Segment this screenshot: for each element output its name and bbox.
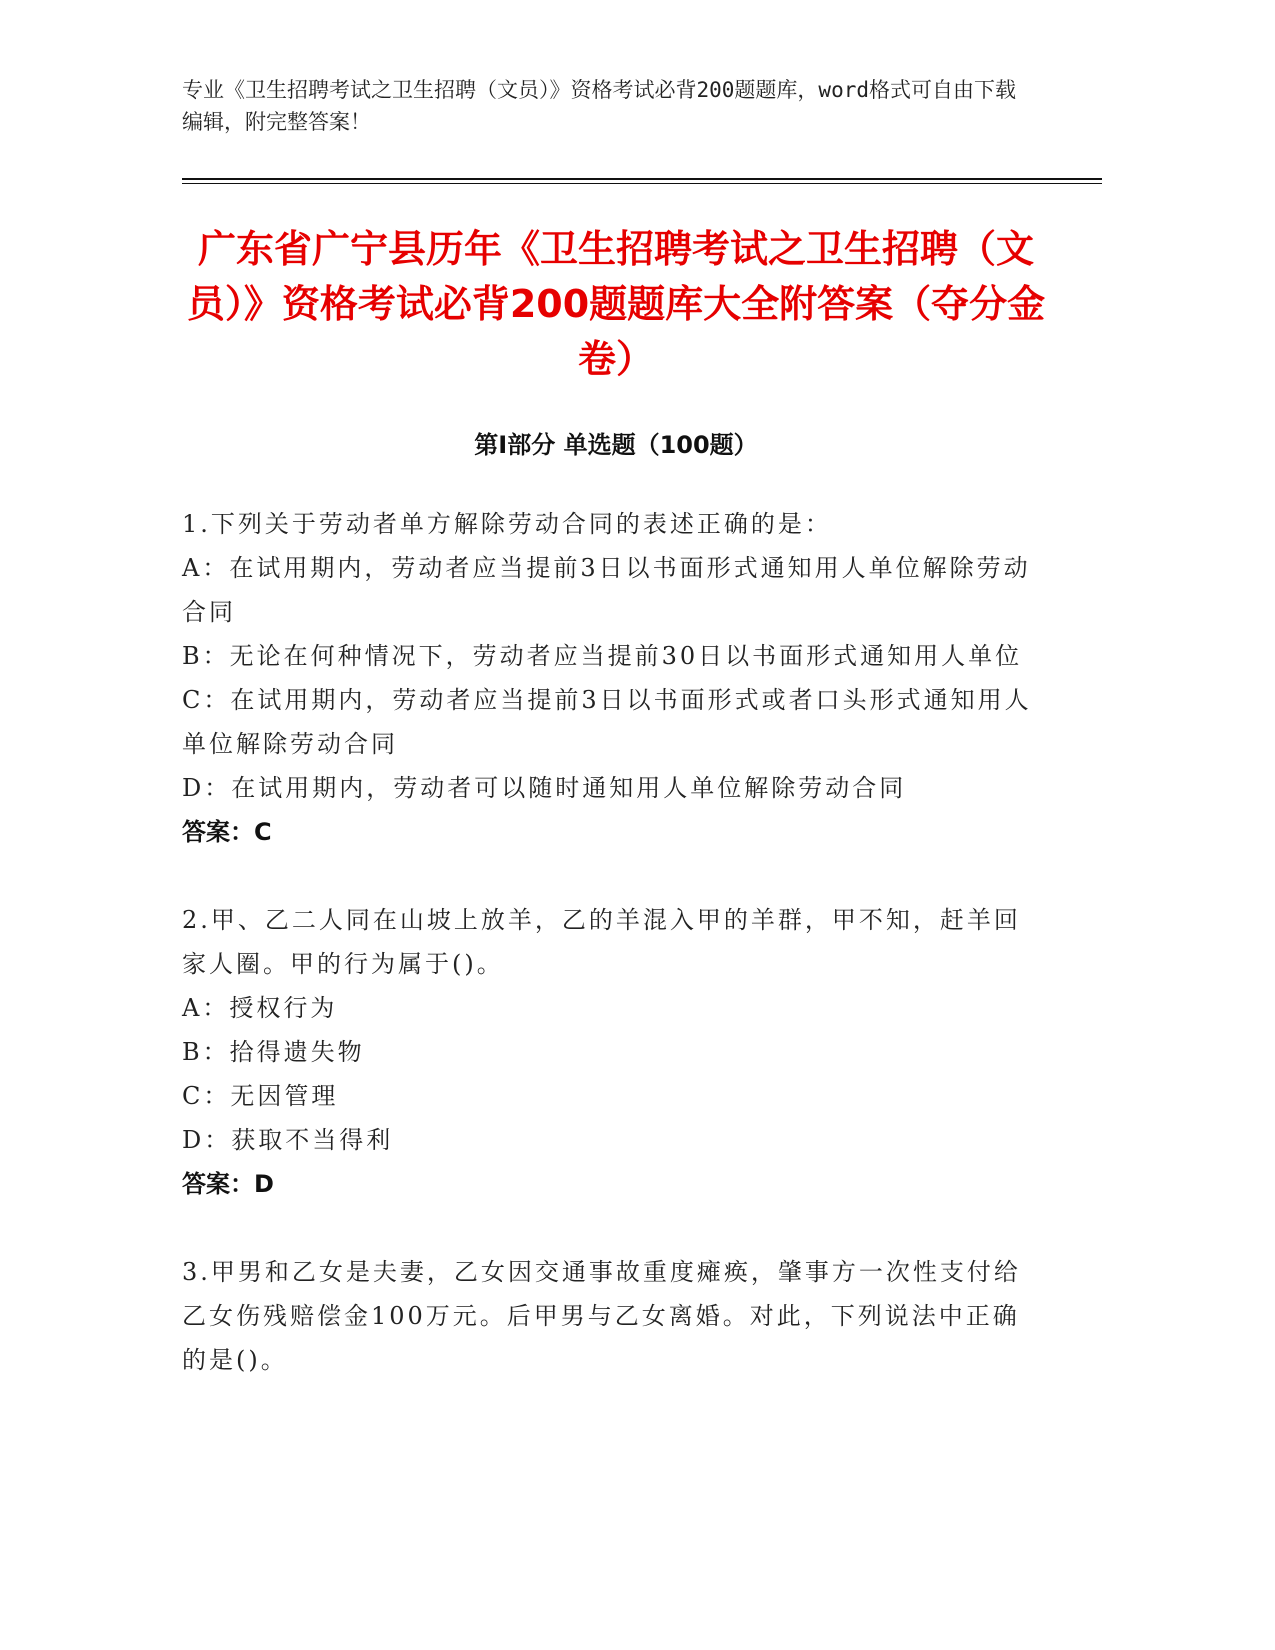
- answer: 答案：C: [182, 818, 272, 846]
- section-title: 第Ⅰ部分 单选题（100题）: [474, 431, 758, 459]
- option-b: B：拾得遗失物: [182, 1038, 365, 1066]
- header-rule-thin: [182, 183, 1102, 184]
- option-a: A：在试用期内，劳动者应当提前3日以书面形式通知用人单位解除劳动合同: [182, 554, 1031, 626]
- question-stem: 1.下列关于劳动者单方解除劳动合同的表述正确的是：: [182, 510, 832, 538]
- option-c: C：在试用期内，劳动者应当提前3日以书面形式或者口头形式通知用人单位解除劳动合同: [182, 686, 1032, 758]
- answer: 答案：D: [182, 1170, 274, 1198]
- question-2: [182, 898, 1042, 1206]
- option-c: C：无因管理: [182, 1082, 339, 1110]
- question-stem: 3.甲男和乙女是夫妻，乙女因交通事故重度瘫痪，肇事方一次性支付给乙女伤残赔偿金100万元。后甲男与乙女离婚。对此，下列说法中正确的是()。: [182, 1258, 1021, 1374]
- document-title: 广东省广宁县历年《卫生招聘考试之卫生招聘（文员）》资格考试必背200题题库大全附答案（夺分金卷）: [186, 227, 1046, 381]
- question-stem: 2.甲、乙二人同在山坡上放羊，乙的羊混入甲的羊群，甲不知，赶羊回家人圈。甲的行为属于()。: [182, 906, 1021, 978]
- option-b: B：无论在何种情况下，劳动者应当提前30日以书面形式通知用人单位: [182, 642, 1023, 670]
- header-note: 专业《卫生招聘考试之卫生招聘（文员）》资格考试必背200题题库，word格式可自由下载编辑，附完整答案！: [182, 78, 1016, 134]
- question-3: [182, 1250, 1042, 1382]
- option-a: A：授权行为: [182, 994, 338, 1022]
- option-d: D：在试用期内，劳动者可以随时通知用人单位解除劳动合同: [182, 774, 907, 802]
- header-rule-thick: [182, 178, 1102, 180]
- option-d: D：获取不当得利: [182, 1126, 394, 1154]
- question-list: [182, 502, 1042, 1426]
- question-1: [182, 502, 1042, 854]
